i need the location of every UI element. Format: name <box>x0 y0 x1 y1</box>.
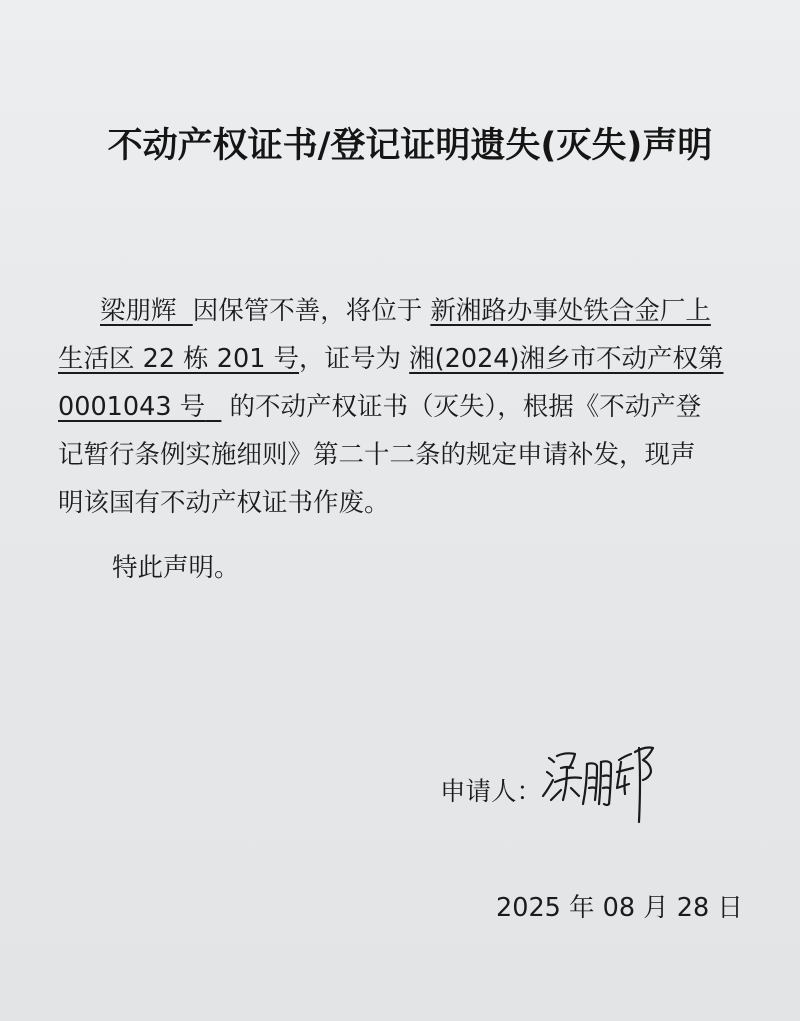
statement-body <box>58 287 770 527</box>
certificate-number-part1: 湘(2024)湘乡市不动产权第 <box>409 344 724 374</box>
property-address-part2: 生活区 22 栋 201 号 <box>58 344 300 374</box>
applicant-name: 梁朋辉 <box>100 296 177 326</box>
body-segment-3: 的不动产权证书（灭失），根据《不动产登 <box>229 392 702 422</box>
body-line-4: 记暂行条例实施细则》第二十二条的规定申请补发，现声 <box>58 440 696 470</box>
applicant-label: 申请人： <box>440 777 543 807</box>
body-line-5: 明该国有不动产权证书作废。 <box>58 488 390 518</box>
property-address-part1: 新湘路办事处铁合金厂上 <box>430 296 711 326</box>
body-segment-1: 因保管不善，将位于 <box>192 296 423 326</box>
body-segment-2: ，证号为 <box>299 344 402 374</box>
handwritten-signature <box>535 738 665 833</box>
body-line-1 <box>58 287 770 335</box>
body-line-3 <box>58 383 770 431</box>
closing-statement: 特此声明。 <box>112 553 240 583</box>
body-line-2 <box>58 335 770 383</box>
document-title: 不动产权证书/登记证明遗失(灭失)声明 <box>107 126 713 166</box>
document-date: 2025 年 08 月 28 日 <box>496 893 743 923</box>
certificate-number-part2: 0001043 号 <box>58 392 206 422</box>
